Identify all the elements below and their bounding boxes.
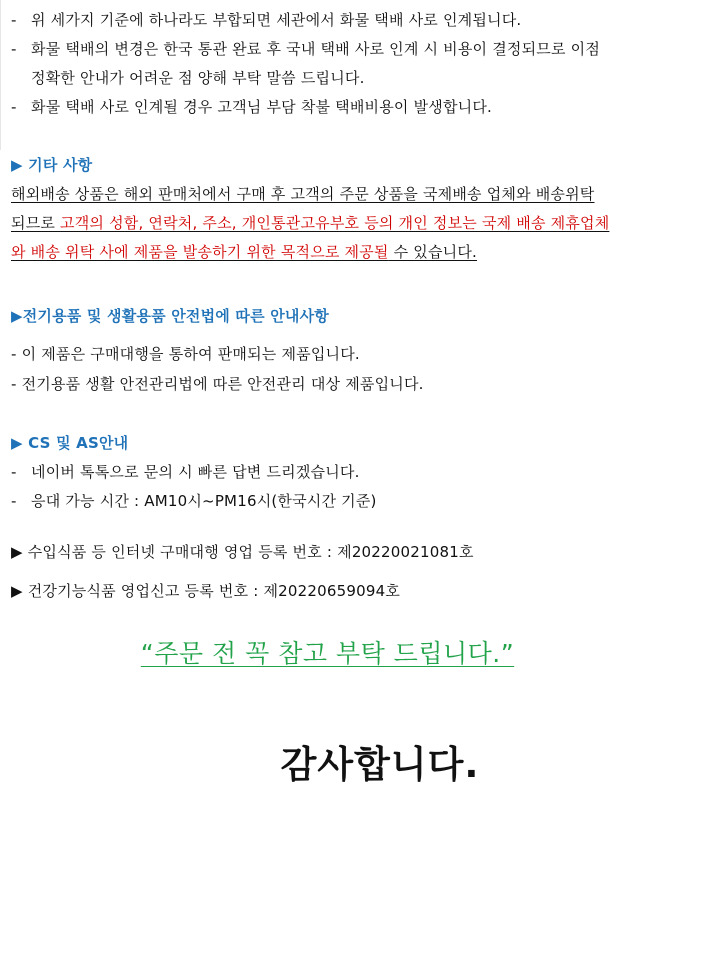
cs-as-heading: ▶ CS 및 AS안내 bbox=[11, 434, 129, 452]
health-food-registration: ▶ 건강기능식품 영업신고 등록 번호 : 제20220659094호 bbox=[11, 582, 401, 600]
other-notes-line-2 bbox=[11, 212, 609, 234]
shipping-note-2: - 화물 택배의 변경은 한국 통관 완료 후 국내 택배 사로 인계 시 비용이 결정되므로 이점 bbox=[11, 40, 601, 58]
shipping-note-3: - 화물 택배 사로 인계될 경우 고객님 부담 착불 택배비용이 발생합니다. bbox=[11, 98, 493, 116]
electrical-safety-heading: ▶전기용품 및 생활용품 안전법에 따른 안내사항 bbox=[11, 307, 329, 325]
shipping-note-2-continued: 정확한 안내가 어려운 점 양해 부탁 말씀 드립니다. bbox=[31, 69, 365, 87]
other-notes-line-1: 해외배송 상품은 해외 판매처에서 구매 후 고객의 주문 상품을 국제배송 업체와 배송위탁 bbox=[11, 185, 595, 203]
cs-hours-text: 응대 가능 시간 : AM10시~PM16시(한국시간 기준) bbox=[31, 492, 377, 510]
shipping-note-1: - 위 세가지 기준에 하나라도 부합되면 세관에서 화물 택배 사로 인계됩니다. bbox=[11, 11, 522, 29]
electrical-safety-item-1: - 이 제품은 구매대행을 통하여 판매되는 제품입니다. bbox=[11, 345, 360, 363]
thank-you-text: 감사합니다. bbox=[280, 743, 480, 786]
cs-item-1: - 네이버 톡톡으로 문의 시 빠른 답변 드리겠습니다. bbox=[11, 463, 360, 481]
import-food-registration: ▶ 수입식품 등 인터넷 구매대행 영업 등록 번호 : 제20220021081호 bbox=[11, 543, 474, 561]
privacy-warning-text-continued: 와 배송 위탁 사에 제품을 발송하기 위한 목적으로 제공될 bbox=[11, 243, 389, 261]
other-notes-line-3 bbox=[11, 241, 477, 263]
electrical-safety-item-2: - 전기용품 생활 안전관리법에 따른 안전관리 대상 제품입니다. bbox=[11, 375, 424, 393]
left-border bbox=[0, 0, 1, 150]
other-notes-line-2-plain: 되므로 bbox=[11, 214, 61, 232]
cs-item-1-text: 네이버 톡톡으로 문의 시 빠른 답변 드리겠습니다. bbox=[31, 463, 360, 481]
closing-request: “주문 전 꼭 참고 부탁 드립니다.” bbox=[140, 639, 515, 668]
shipping-note-2-text: 화물 택배의 변경은 한국 통관 완료 후 국내 택배 사로 인계 시 비용이 결정되므로 이점 bbox=[31, 40, 601, 58]
other-notes-line-3-plain: 수 있습니다. bbox=[388, 243, 477, 261]
shipping-note-3-text: 화물 택배 사로 인계될 경우 고객님 부담 착불 택배비용이 발생합니다. bbox=[31, 98, 493, 116]
cs-item-2: - 응대 가능 시간 : AM10시~PM16시(한국시간 기준) bbox=[11, 492, 377, 510]
other-notes-heading: ▶ 기타 사항 bbox=[11, 156, 93, 174]
shipping-note-1-text: 위 세가지 기준에 하나라도 부합되면 세관에서 화물 택배 사로 인계됩니다. bbox=[31, 11, 522, 29]
privacy-warning-text: 고객의 성함, 연락처, 주소, 개인통관고유부호 등의 개인 정보는 국제 배송 제휴업체 bbox=[60, 214, 610, 232]
